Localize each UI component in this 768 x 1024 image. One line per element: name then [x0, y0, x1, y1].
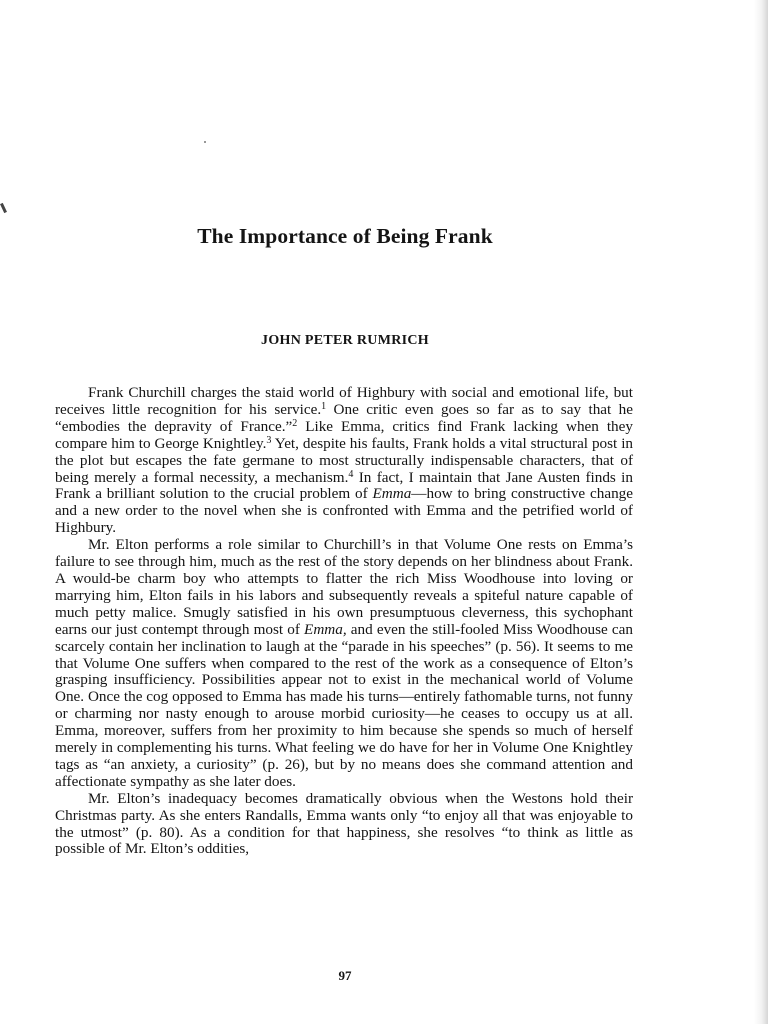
article-body	[55, 385, 633, 858]
text-run: —how to bring constructive change and a new order to the novel when she is confronted with Emma and the petrified world of Highbury.	[55, 485, 633, 537]
page-number: 97	[338, 968, 352, 983]
print-speck	[204, 141, 206, 143]
page-edge-shadow	[754, 0, 768, 1024]
text-run: Frank Churchill charges the staid world of Highbury with social and emotional life, but receives little recognition for his service.	[55, 384, 633, 418]
article-title: The Importance of Being Frank	[197, 224, 493, 248]
footnote-marker: 3	[266, 434, 272, 446]
text-run: Like Emma, critics find Frank lacking when they compare him to George Knightley.	[55, 417, 633, 452]
italic-title: Emma,	[304, 620, 347, 638]
text-run: One critic even goes so far as to say that he “embodies the depravity of France.”	[55, 400, 634, 435]
text-run: In fact, I maintain that Jane Austen finds in Frank a brilliant solution to the crucial problem of	[55, 468, 633, 503]
text-run: Mr. Elton’s inadequacy becomes dramatically obvious when the Westons hold their Christmas party. As she enters Randalls, Emma wants only “to enjoy all that was enjoyable to the utmost” (p. 80). As a condition for that happiness, she resolves “to think as little as possible of Mr. Elton’s oddities,	[55, 789, 633, 858]
body-paragraph	[55, 791, 633, 859]
text-run: and even the still-fooled Miss Woodhouse can scarcely contain her inclination to laugh at the “parade in his speeches” (p. 56). It seems to me that Volume One suffers when compared to the rest of the work as a consequence of Elton’s grasping insufficiency. Possibilities appear not to exist in the mechanical world of Volume One. Once the cog opposed to Emma has made his turns—entirely fathomable turns, not funny or charming nor nasty enough to arouse morbid curiosity—he ceases to occupy us at all. Emma, moreover, suffers from her proximity to him because she spends so much of herself merely in complementing his turns. What feeling we do have for her in Volume One Knightley tags as “an anxiety, a curiosity” (p. 26), but by no means does she command attention and affectionate sympathy as she later does.	[55, 620, 633, 790]
author-name: JOHN PETER RUMRICH	[261, 333, 429, 348]
text-run: Mr. Elton performs a role similar to Churchill’s in that Volume One rests on Emma’s failure to see through him, much as the rest of the story depends on her blindness about Frank. A would-be charm boy who attempts to flatter the rich Miss Woodhouse into loving or marrying him, Elton fails in his labors and subsequently reveals a spiteful nature capable of much petty malice. Smugly satisfied in his own presumptuous cleverness, this sychophant earns our just contempt through most of	[55, 536, 633, 638]
footnote-marker: 4	[348, 468, 354, 480]
text-run: Yet, despite his faults, Frank holds a vital structural post in the plot but escapes the fate germane to most structurally indispensable characters, that of being merely a formal necessity, a mechanism.	[55, 434, 634, 486]
body-paragraph	[55, 385, 633, 537]
scan-mark	[0, 203, 7, 213]
footnote-marker: 2	[292, 417, 298, 429]
footnote-marker: 1	[321, 400, 327, 412]
body-paragraph	[55, 537, 633, 791]
italic-title: Emma	[372, 485, 412, 503]
